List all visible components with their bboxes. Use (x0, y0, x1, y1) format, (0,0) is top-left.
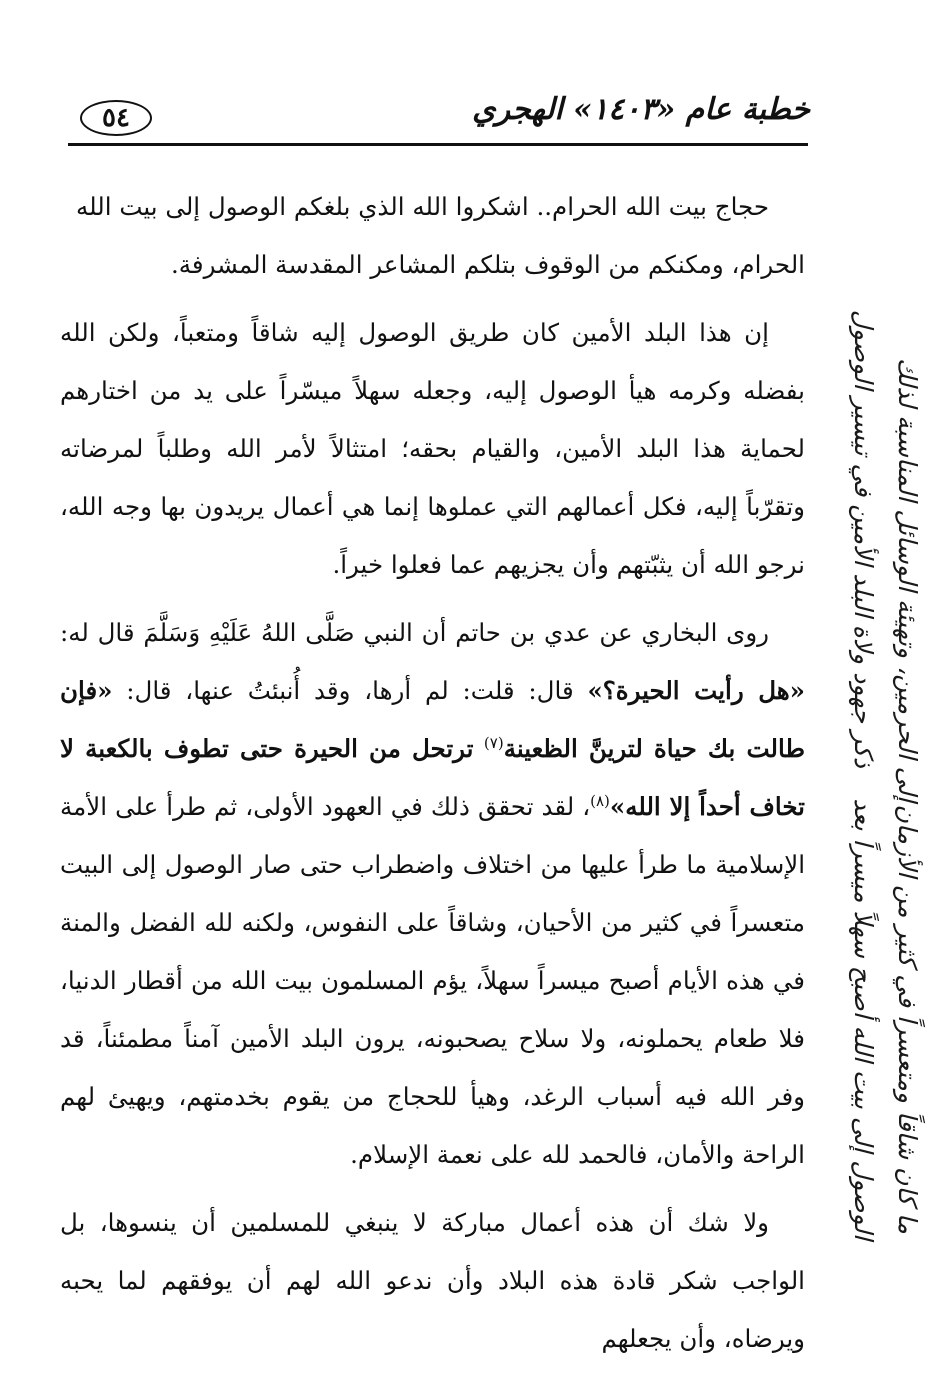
header-rule (68, 143, 808, 146)
paragraph-1 (60, 178, 805, 294)
margin-note-3: الوصول إلى بيت الله أصبح سهلاً ميسراً بعد (849, 798, 878, 1240)
paragraph-1-line-1: حجاج بيت الله الحرام.. اشكروا الله الذي بلغكم الوصول إلى بيت الله (76, 192, 769, 221)
running-title: خطبة عام «١٤٠٣» الهجري (472, 92, 810, 127)
footnote-ref-8: (٨) (590, 791, 610, 810)
paragraph-3-mid: قال: قلت: لم أرها، وقد أُنبئتُ عنها، قال: (126, 676, 574, 705)
hadith-quote-1: «هل رأيت الحيرة؟» (587, 676, 805, 705)
page-number (80, 100, 152, 136)
paragraph-4: ولا شك أن هذه أعمال مباركة لا ينبغي للمسلمين أن ينسوها، بل الواجب شكر قادة هذه البلاد وأن ندعو الله لهم أن يوفقهم لما يحبه ويرضاه، وأن يجعلهم (60, 1208, 805, 1353)
paragraph-2: إن هذا البلد الأمين كان طريق الوصول إليه شاقاً ومتعباً، ولكن الله بفضله وكرمه هيأ الوصول إليه، وجعله سهلاً ميسّراً على يد من اختارهم لحماية هذا البلد الأمين، والقيام بحقه؛ امتثالاً لأمر الله وطلباً لمرضاته وتقرّباً إليه، فكل أعمالهم التي عملوها إنما هي أعمال يريدون بها وجه الله، نرجو الله أن يثبّتهم وأن يجزيهم عما فعلوا خيراً. (60, 318, 805, 579)
page-number-text: ٥٤ (102, 103, 130, 133)
paragraph-3-rest: ، لقد تحقق ذلك في العهود الأولى، ثم طرأ على الأمة الإسلامية ما طرأ عليها من اختلاف واضطراب حتى صار الوصول إلى البيت متعسراً في كثير من الأحيان، وشاقاً على النفوس، ولكنه لله الفضل والمنة في هذه الأيام أصبح ميسراً سهلاً، يؤم المسلمون بيت الله من أقطار الدنيا، فلا طعام يحملونه، ولا سلاح يصحبونه، يرون البلد الأمين آمناً مطمئناً، قد وفر الله فيه أسباب الرغد، وهيأ للحجاج من يقوم بخدمتهم، ويهيئ لهم الراحة والأمان، فالحمد لله على نعمة الإسلام. (60, 792, 805, 1169)
paragraph-1-line-2: الحرام، ومكنكم من الوقوف بتلكم المشاعر المقدسة المشرفة. (170, 250, 805, 279)
hadith-quote-2b: ترتحل من الحيرة حتى تطوف بالكعبة لا تخاف أحداً إلا الله» (60, 734, 805, 821)
hadith-quote-2a: «فإن طالت بك حياة لترينَّ الظعينة (60, 676, 805, 763)
margin-note-1: ذكر جهود ولاة البلد الأمين في تيسير الوصول (849, 309, 878, 768)
margin-note-4: ما كان شاقاً ومتعسراً في كثير من الأزمان (893, 804, 922, 1234)
footnote-ref-7: (٧) (483, 733, 504, 752)
paragraph-3-intro: روى البخاري عن عدي بن حاتم أن النبي صَلَّى اللهُ عَلَيْهِ وَسَلَّمَ قال له: (60, 618, 769, 647)
body-text (60, 178, 805, 1368)
margin-note-2: إلى الحرمين، وتهيئة الوسائل المناسبة لذلك (893, 357, 922, 802)
paragraph-3 (60, 604, 805, 1184)
